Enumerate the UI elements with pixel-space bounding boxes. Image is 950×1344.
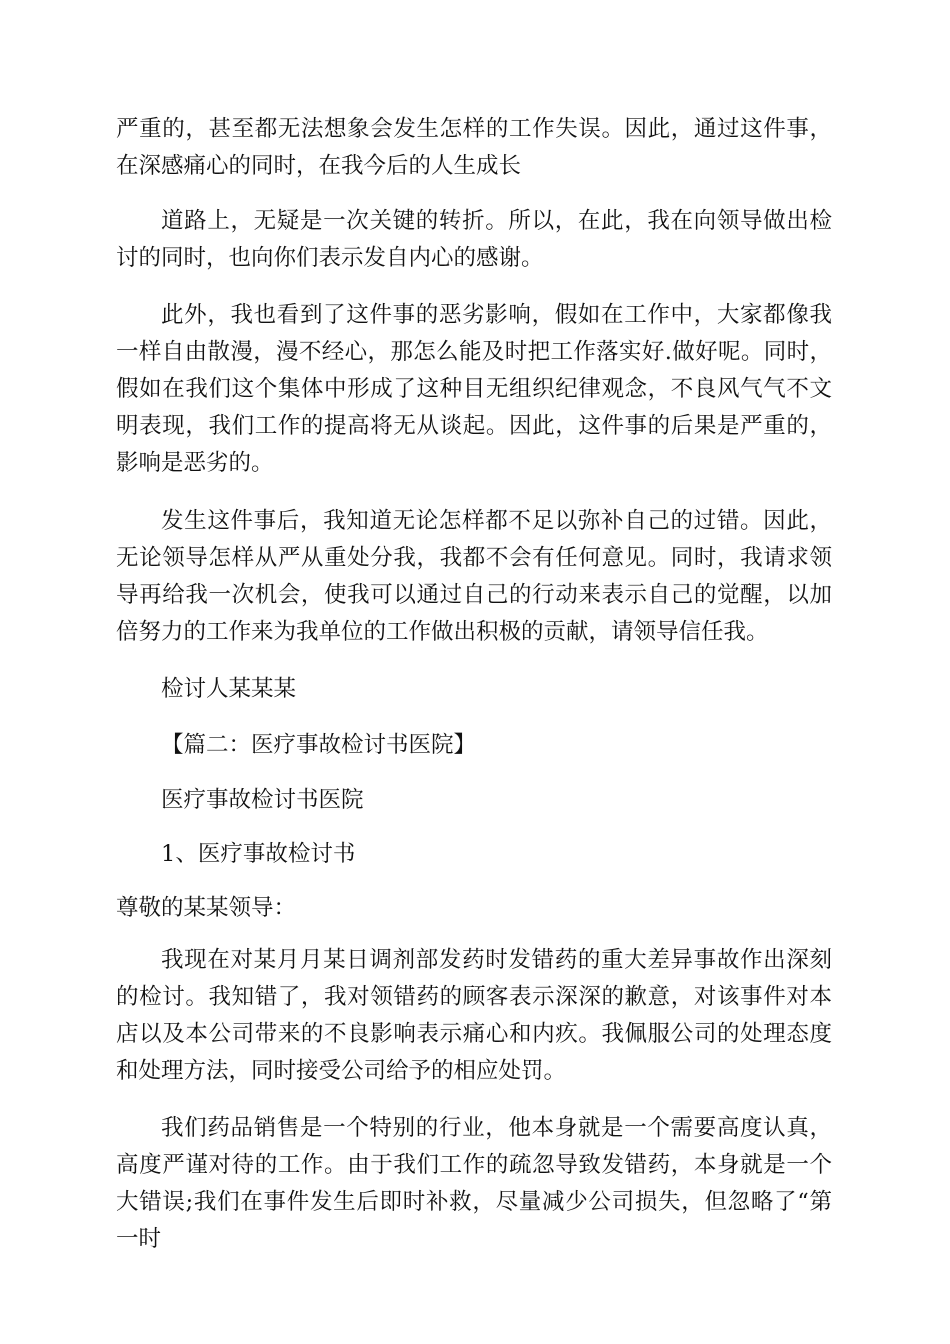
paragraph-bad-influence: 此外，我也看到了这件事的恶劣影响，假如在工作中，大家都像我一样自由散漫，漫不经心，那怎么能及时把工作落实好.做好呢。同时，假如在我们这个集体中形成了这种目无组织纪律观念，不良风气气不文明表现，我们工作的提高将无从谈起。因此，这件事的后果是严重的，影响是恶劣的。 xyxy=(116,302,832,476)
section-heading: 【篇二：医疗事故检讨书医院】 xyxy=(161,732,477,758)
document-title: 医疗事故检讨书医院 xyxy=(161,787,364,813)
salutation: 尊敬的某某领导： xyxy=(116,895,297,921)
paragraph-industry: 我们药品销售是一个特别的行业，他本身就是一个需要高度认真，高度严谨对待的工作。由于我们工作的疏忽导致发错药，本身就是一个大错误;我们在事件发生后即时补救，尽量减少公司损失，但忽略了“第一时 xyxy=(116,1115,832,1252)
paragraph-continuation: 严重的，甚至都无法想象会发生怎样的工作失误。因此，通过这件事，在深感痛心的同时，在我今后的人生成长 xyxy=(116,116,832,179)
subsection-title: 1、医疗事故检讨书 xyxy=(161,841,356,867)
paragraph-confession: 我现在对某月月某日调剂部发药时发错药的重大差异事故作出深刻的检讨。我知错了，我对领错药的顾客表示深深的歉意，对该事件对本店以及本公司带来的不良影响表示痛心和内疚。我佩服公司的处理态度和处理方法，同时接受公司给予的相应处罚。 xyxy=(116,947,832,1084)
paragraph-accept-punishment: 发生这件事后，我知道无论怎样都不足以弥补自己的过错。因此，无论领导怎样从严从重处分我，我都不会有任何意见。同时，我请求领导再给我一次机会，使我可以通过自己的行动来表示自己的觉醒，以加倍努力的工作来为我单位的工作做出积极的贡献，请领导信任我。 xyxy=(116,508,832,645)
signature-line: 检讨人某某某 xyxy=(161,676,297,702)
paragraph-turning-point: 道路上，无疑是一次关键的转折。所以，在此，我在向领导做出检讨的同时，也向你们表示发自内心的感谢。 xyxy=(116,208,832,271)
